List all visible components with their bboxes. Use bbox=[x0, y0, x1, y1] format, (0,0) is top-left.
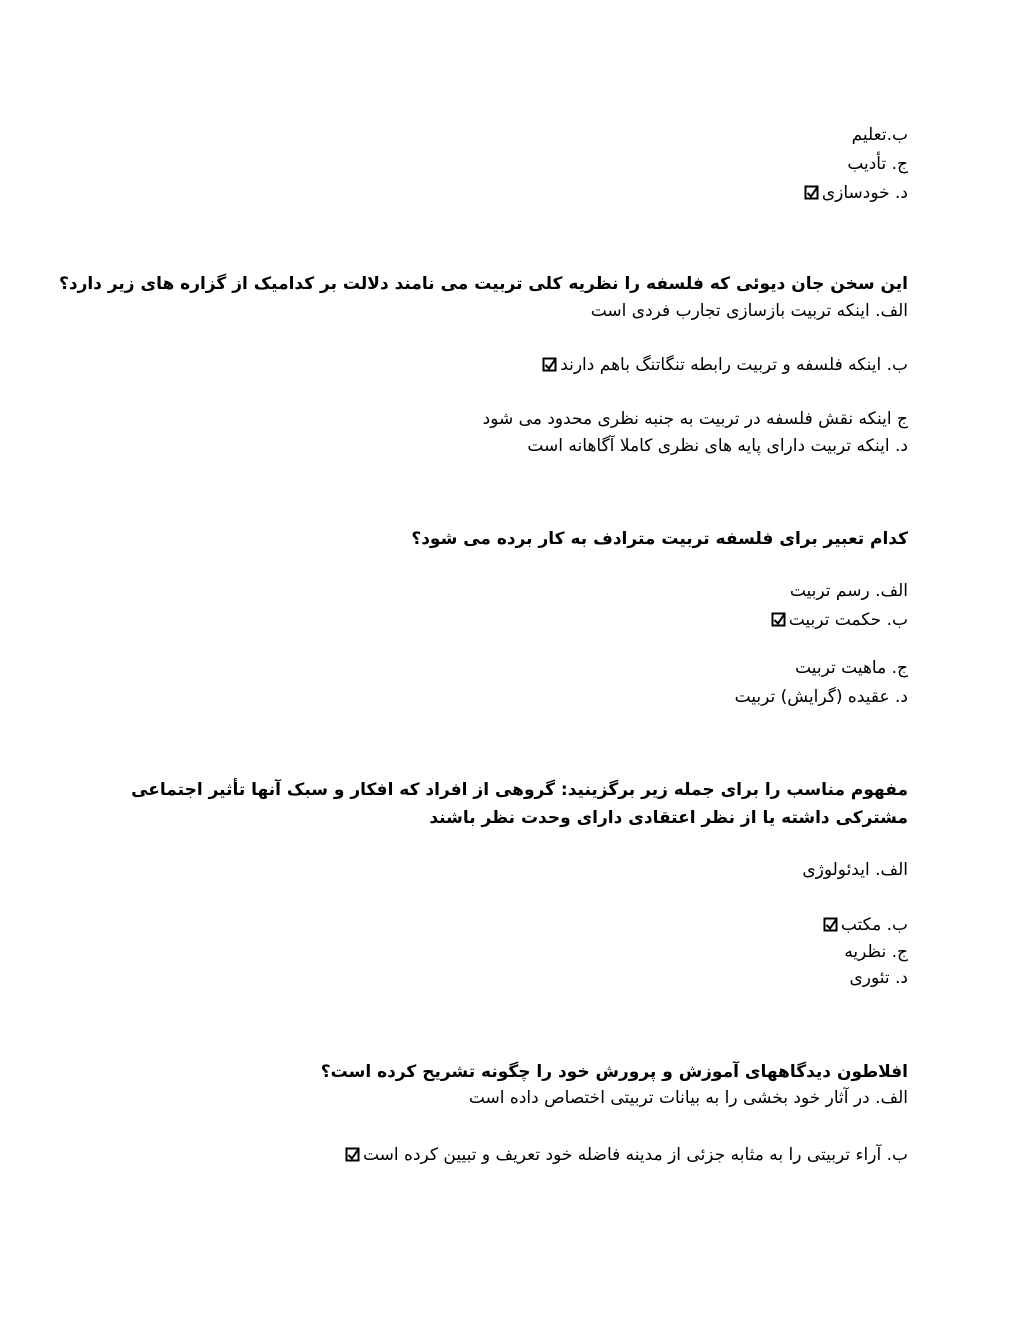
question-text bbox=[131, 778, 908, 802]
option-line bbox=[735, 685, 908, 709]
checked-checkbox-icon bbox=[542, 357, 557, 372]
option-line bbox=[591, 299, 908, 323]
question-label: این سخن جان دیوئی که فلسفه را نظریه کلی تربیت می نامند دلالت بر کدامیک از گزاره های زیر دارد؟ bbox=[58, 274, 908, 294]
option-line bbox=[847, 152, 908, 176]
option-label: ج. ماهیت تربیت bbox=[795, 658, 908, 678]
option-line bbox=[542, 353, 908, 377]
option-line bbox=[823, 913, 908, 937]
option-line bbox=[483, 407, 908, 431]
option-line bbox=[844, 940, 908, 964]
option-line bbox=[802, 858, 908, 882]
question-label: افلاطون دیدگاههای آموزش و پرورش خود را چگونه تشریح کرده است؟ bbox=[320, 1062, 908, 1082]
option-label: ج. نظریه bbox=[844, 942, 908, 962]
question-label: کدام تعبیر برای فلسفه تربیت مترادف به کار برده می شود؟ bbox=[411, 529, 908, 549]
option-label: ب. اینکه فلسفه و تربیت رابطه تنگاتنگ باهم دارند bbox=[560, 355, 908, 375]
option-line bbox=[345, 1143, 908, 1167]
question-label: مفهوم مناسب را برای جمله زیر برگزینید: گروهی از افراد که افکار و سبک آنها تأثیر اجتماعی bbox=[131, 780, 908, 800]
option-label: ج. تأدیب bbox=[847, 154, 908, 174]
option-label: د. عقیده (گرایش) تربیت bbox=[734, 687, 908, 707]
question-text bbox=[321, 1060, 908, 1084]
option-label: د. اینکه تربیت دارای پایه های نظری کاملا آگاهانه است bbox=[527, 436, 908, 456]
question-text bbox=[411, 527, 908, 551]
option-label: ب.تعلیم bbox=[851, 125, 908, 145]
option-label: ب. مکتب bbox=[840, 915, 908, 935]
option-line bbox=[771, 608, 908, 632]
checked-checkbox-icon bbox=[771, 612, 786, 627]
option-line bbox=[795, 656, 908, 680]
option-line bbox=[527, 434, 908, 458]
option-line bbox=[790, 579, 908, 603]
checked-checkbox-icon bbox=[345, 1147, 360, 1162]
option-line bbox=[849, 966, 908, 990]
question-label: مشترکی داشته یا از نظر اعتقادی دارای وحدت نظر باشند bbox=[429, 808, 908, 828]
question-text bbox=[429, 806, 908, 830]
option-label: ب. حکمت تربیت bbox=[788, 610, 908, 630]
option-line bbox=[469, 1086, 908, 1110]
checked-checkbox-icon bbox=[823, 917, 838, 932]
option-label: الف. در آثار خود بخشی را به بیانات تربیتی اختصاص داده است bbox=[468, 1088, 908, 1108]
option-label: ب. آراء تربیتی را به مثابه جزئی از مدینه فاضله خود تعریف و تبیین کرده است bbox=[362, 1145, 908, 1165]
question-text bbox=[59, 272, 908, 296]
option-label: الف. ایدئولوژی bbox=[802, 860, 908, 880]
option-label: د. خودسازی bbox=[821, 183, 908, 203]
checked-checkbox-icon bbox=[804, 185, 819, 200]
option-label: الف. رسم تربیت bbox=[789, 581, 908, 601]
option-label: د. تئوری bbox=[849, 968, 908, 988]
option-label: الف. اینکه تربیت بازسازی تجارب فردی است bbox=[590, 301, 908, 321]
option-line bbox=[852, 123, 908, 147]
option-line bbox=[804, 181, 908, 205]
option-label: ج اینکه نقش فلسفه در تربیت به جنبه نظری محدود می شود bbox=[482, 409, 908, 429]
